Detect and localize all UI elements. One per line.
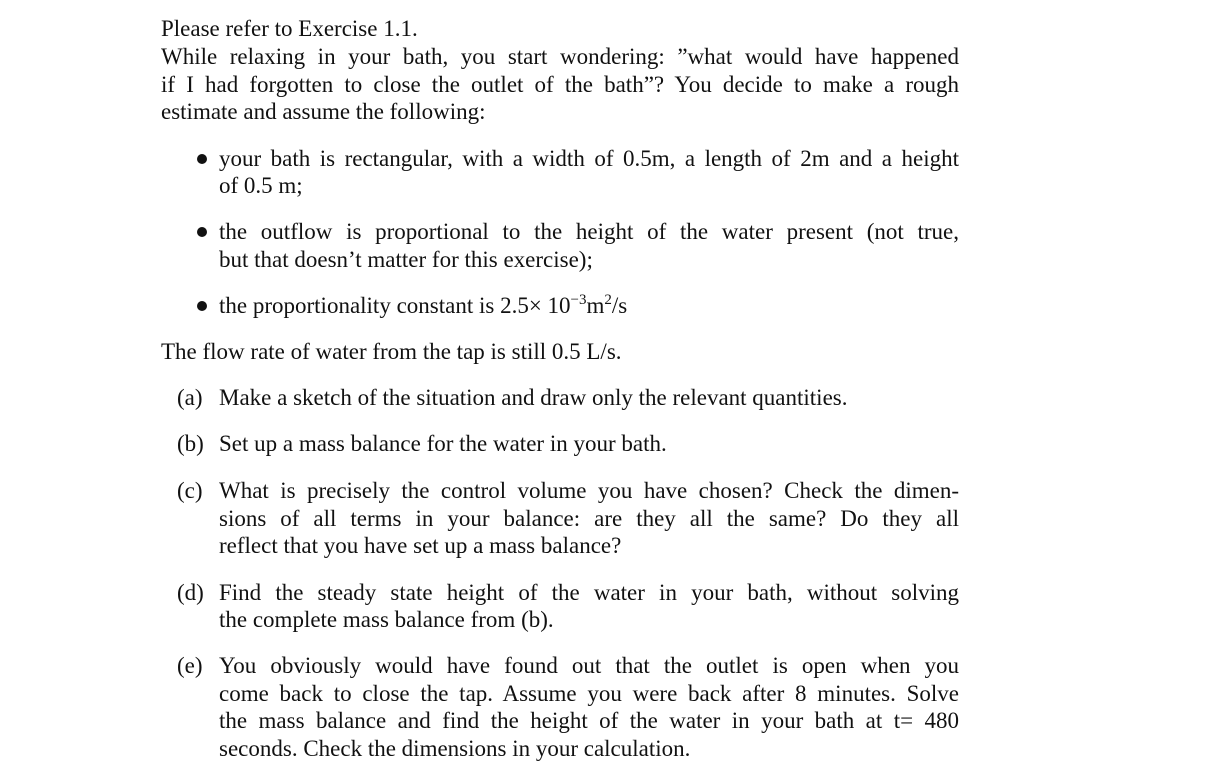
constant-exponent: −3	[570, 292, 587, 308]
question-line: You obviously would have found out that the outlet is open when you	[219, 653, 959, 678]
question-label: (b)	[177, 431, 204, 456]
question-line: Set up a mass balance for the water in your bath.	[219, 431, 667, 456]
intro-line: if I had forgotten to close the outlet of the bath”? You decide to make a rough	[161, 72, 959, 97]
bullet-line: your bath is rectangular, with a width of 0.5m, a length of 2m and a height	[219, 146, 959, 171]
question-label: (d)	[177, 580, 204, 605]
intro-line: estimate and assume the following:	[161, 99, 486, 124]
intro-line: While relaxing in your bath, you start wondering: ”what would have happened	[161, 44, 959, 69]
question-line: seconds. Check the dimensions in your calculation.	[219, 736, 691, 761]
question-line: What is precisely the control volume you have chosen? Check the dimen-	[219, 478, 959, 503]
bullet-proportionality-constant	[219, 292, 959, 320]
exercise-reference: Please refer to Exercise 1.1.	[161, 16, 418, 41]
unit-exponent: 2	[604, 292, 612, 308]
question-line: the complete mass balance from (b).	[219, 607, 554, 632]
bullet-icon	[197, 154, 207, 164]
constant-text: the proportionality constant is 2.5× 10	[219, 293, 571, 318]
bullet-line: of 0.5 m;	[219, 173, 303, 198]
question-line: Find the steady state height of the water in your bath, without solving	[219, 580, 959, 605]
bullet-icon	[197, 301, 207, 311]
question-label: (c)	[177, 478, 203, 503]
question-line: sions of all terms in your balance: are they all the same? Do they all	[219, 506, 959, 531]
constant-unit: m	[586, 293, 605, 318]
question-label: (e)	[177, 653, 203, 678]
constant-unit-suffix: /s	[611, 293, 628, 318]
bullet-icon	[197, 227, 207, 237]
question-line: reflect that you have set up a mass balance?	[219, 533, 622, 558]
question-line: the mass balance and find the height of the water in your bath at t= 480	[219, 708, 959, 733]
question-line: come back to close the tap. Assume you were back after 8 minutes. Solve	[219, 681, 959, 706]
flow-rate-statement: The flow rate of water from the tap is still 0.5 L/s.	[161, 339, 622, 364]
question-line: Make a sketch of the situation and draw only the relevant quantities.	[219, 385, 848, 410]
bullet-line: but that doesn’t matter for this exercise);	[219, 247, 593, 272]
question-label: (a)	[177, 385, 203, 410]
bullet-line: the outflow is proportional to the height of the water present (not true,	[219, 219, 959, 244]
